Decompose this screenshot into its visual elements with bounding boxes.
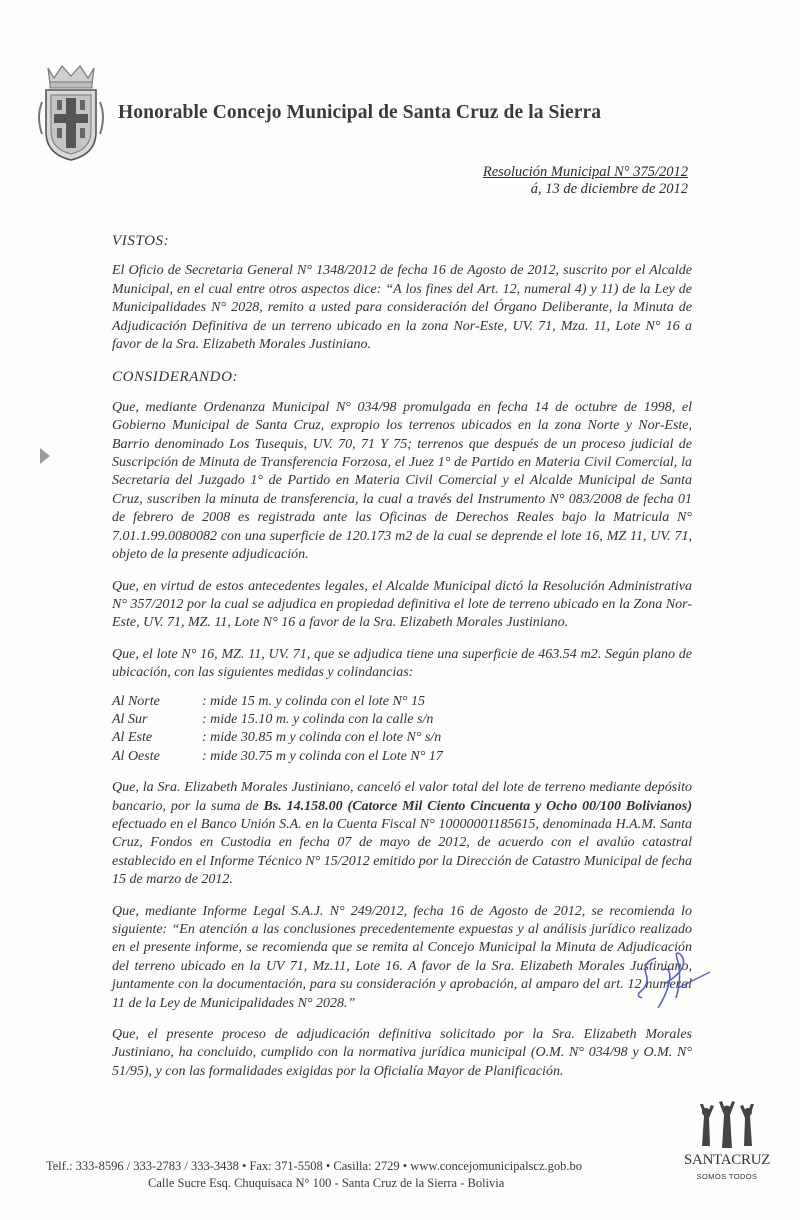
document-body (112, 232, 692, 1094)
boundary-row (112, 729, 692, 747)
signature-mark (634, 948, 714, 1014)
logo-name: SANTACRUZ (684, 1152, 771, 1168)
resolution-number: Resolución Municipal N° 375/2012 (482, 164, 688, 180)
boundaries-list (112, 693, 692, 767)
payment-text-start: Que, la Sra. Elizabeth Morales Justiniano, canceló el valor total del lote de terreno mediante depósito bancario, por la suma de (112, 780, 692, 814)
vistos-heading: VISTOS: (112, 233, 170, 249)
boundary-direction: Al Sur (112, 711, 148, 727)
coat-of-arms-icon (36, 62, 106, 162)
boundary-row (112, 748, 692, 766)
institution-title: Honorable Concejo Municipal de Santa Cruz de la Sierra (118, 102, 602, 123)
boundary-description: : mide 30.75 m y colinda con el Lote N° 17 (202, 748, 443, 764)
boundary-row (112, 711, 692, 729)
boundary-description: : mide 15.10 m. y colinda con la calle s/n (202, 711, 434, 727)
considerando-paragraph-1: Que, mediante Ordenanza Municipal N° 034/98 promulgada en fecha 14 de octubre de 1998, el Gobierno Municipal de Santa Cruz, expropio los terrenos ubicados en la zona Norte y Nor-Este, Barrio denominado Los Tusequis, UV. 70, 71 Y 75; terrenos que después de un proceso judicial de Suscripción de Minuta de Transferencia Forzosa, el Juez 1° de Partido en Materia Civil Comercial, la Secretaria del Juzgado 1° de Partido en Materia Civil Comercial y el Alcalde Municipal de Santa Cruz, suscriben la minuta de transferencia, la cual a través del Instrumento N° 083/2008 de fecha 01 de febrero de 2008 es registrada ante las Oficinas de Derechos Reales bajo la Matricula N° 7.01.1.99.0080082 con una superficie de 120.173 m2 de la cual se deprende el lote 16, MZ 11, UV. 71, objeto de la presente adjudicación. (112, 399, 692, 563)
footer-contact-line: Telf.: 333-8596 / 333-2783 / 333-3438 • Fax: 371-5508 • Casilla: 2729 • www.concejomunicipalscz.gob.bo (46, 1159, 583, 1173)
considerando-heading: CONSIDERANDO: (112, 369, 239, 386)
resolution-block (483, 164, 688, 198)
payment-text-end: efectuado en el Banco Unión S.A. en la Cuenta Fiscal N° 10000001185615, denominada H.A.M. Santa Cruz, Fondos en Custodia en fecha 07 de mayo de 2012, de acuerdo con el avalúo catastral establecido en el Informe Técnico N° 15/2012 emitido por la Dirección de Catastro Municipal de fecha 15 de marzo de 2012. (112, 816, 692, 888)
boundary-description: : mide 15 m. y colinda con el lote N° 15 (202, 693, 425, 709)
santa-cruz-logo (684, 1100, 770, 1192)
resolution-date: á, 13 de diciembre de 2012 (530, 181, 688, 197)
footer (46, 1158, 666, 1192)
logo-tagline: SOMOS TODOS (696, 1172, 758, 1181)
boundary-row (112, 693, 692, 711)
considerando-paragraph-5: Que, mediante Informe Legal S.A.J. N° 249/2012, fecha 16 de Agosto de 2012, se recomienda lo siguiente: “En atención a las conclusiones precedentemente expuestas y al análisis jurídico realizado en el presente informe, se recomienda que se remita al Concejo Municipal la Minuta de Adjudicación del terreno ubicado en la UV 71, Mz.11, Lote 16. A favor de la Sra. Elizabeth Morales Justiniano, juntamente con la documentación, para su consideración y aprobación, al amparo del art. 12 numeral 11 de la Ley de Municipalidades N° 2028.” (112, 903, 692, 1011)
footer-address-line: Calle Sucre Esq. Chuquisaca N° 100 - Santa Cruz de la Sierra - Bolivia (148, 1176, 505, 1190)
boundary-direction: Al Oeste (112, 748, 160, 764)
considerando-paragraph-2: Que, en virtud de estos antecedentes legales, el Alcalde Municipal dictó la Resolución Administrativa N° 357/2012 por la cual se adjudica en propiedad definitiva el lote de terreno ubicado en la Zona Nor-Este, UV. 71, MZ. 11, Lote N° 16 a favor de la Sra. Elizabeth Morales Justiniano. (112, 578, 692, 631)
considerando-paragraph-6: Que, el presente proceso de adjudicación definitiva solicitado por la Sra. Elizabeth Morales Justiniano, ha concluido, cumplido con la normativa jurídica municipal (O.M. N° 034/98 y O.M. N° 51/95), y con las formalidades exigidas por la Oficialía Mayor de Planificación. (112, 1027, 692, 1079)
boundary-description: : mide 30.85 m y colinda con el lote N° s/n (202, 730, 442, 746)
arrow-mark-icon (38, 446, 52, 466)
considerando-paragraph-4 (112, 779, 692, 889)
considerando-paragraph-3: Que, el lote N° 16, MZ. 11, UV. 71, que se adjudica tiene una superficie de 463.54 m2. Según plano de ubicación, con las siguientes medidas y colindancias: (112, 646, 692, 681)
payment-amount: Bs. 14.158.00 (Catorce Mil Ciento Cincuenta y Ocho 00/100 Bolivianos) (263, 798, 692, 814)
vistos-paragraph: El Oficio de Secretaria General N° 1348/2012 de fecha 16 de Agosto de 2012, suscrito por el Alcalde Municipal, en el cual entre otros aspectos dice: “A los fines del Art. 12, numeral 4) y 11) de la Ley de Municipalidades N° 2028, remito a usted para consideración del Órgano Deliberante, la Minuta de Adjudicación Definitiva de un terreno ubicado en la zona Nor-Este, UV. 71, Mza. 11, Lote N° 16 a favor de la Sra. Elizabeth Morales Justiniano. (112, 263, 692, 353)
people-figures-icon (692, 1100, 762, 1150)
boundary-direction: Al Este (112, 730, 153, 746)
boundary-direction: Al Norte (112, 693, 160, 709)
